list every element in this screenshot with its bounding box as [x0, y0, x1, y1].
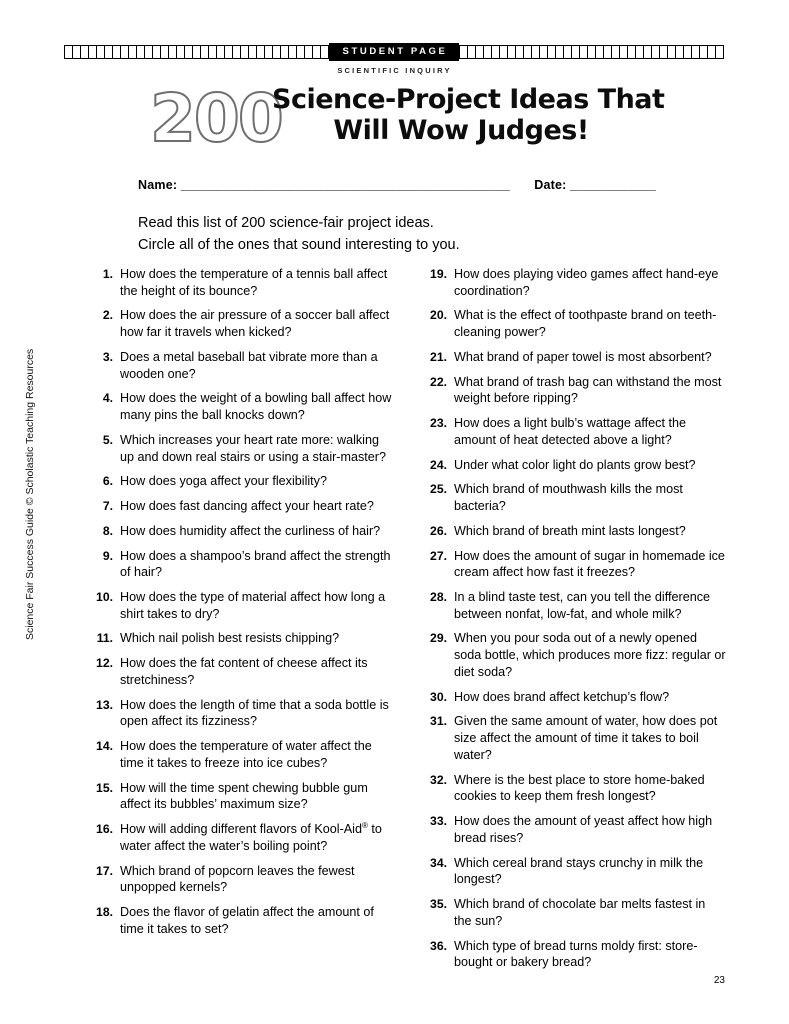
question-number: 23.	[430, 416, 447, 431]
question-text: Which increases your heart rate more: walking up and down real stairs or using a stair-master?	[120, 432, 386, 464]
question-item[interactable]	[426, 855, 726, 888]
masthead	[150, 80, 670, 158]
question-number: 10.	[96, 590, 113, 605]
sidebar-credit: Science Fair Success Guide © Scholastic Teaching Resources	[24, 348, 36, 640]
tick-rule-right	[459, 45, 724, 59]
question-number: 26.	[430, 523, 447, 538]
question-text: How does the temperature of water affect the time it takes to freeze into ice cubes?	[120, 739, 372, 770]
question-item[interactable]	[92, 738, 392, 771]
question-columns	[92, 266, 732, 979]
question-item[interactable]	[426, 374, 726, 407]
question-item[interactable]	[426, 523, 726, 540]
question-item[interactable]	[426, 307, 726, 340]
student-page-tag: STUDENT PAGE	[329, 43, 460, 61]
question-text: How does humidity affect the curliness of hair?	[120, 523, 381, 538]
question-item[interactable]	[92, 630, 392, 647]
headline-line-1: Science-Project Ideas That	[272, 84, 665, 115]
name-date-row	[138, 178, 668, 192]
question-text: How does the air pressure of a soccer ball affect how far it travels when kicked?	[120, 308, 390, 340]
question-number: 4.	[102, 391, 113, 406]
question-item[interactable]	[426, 772, 726, 805]
question-item[interactable]	[426, 896, 726, 929]
question-number: 14.	[96, 739, 113, 754]
question-text: What brand of trash bag can withstand the most weight before ripping?	[454, 374, 722, 406]
question-item[interactable]	[426, 548, 726, 581]
question-text: How will the time spent chewing bubble gum affect its bubbles’ maximum size?	[120, 780, 368, 812]
question-number: 7.	[102, 499, 113, 514]
question-number: 30.	[430, 689, 447, 704]
question-text: Which brand of breath mint lasts longest?	[454, 523, 686, 538]
question-item[interactable]	[92, 655, 392, 688]
question-item[interactable]	[92, 780, 392, 813]
question-number: 34.	[430, 855, 447, 870]
question-item[interactable]	[92, 307, 392, 340]
instructions-line-2: Circle all of the ones that sound interesting to you.	[138, 237, 460, 254]
question-text: Where is the best place to store home-baked cookies to keep them fresh longest?	[454, 772, 705, 804]
scientific-inquiry-subtag: SCIENTIFIC INQUIRY	[337, 66, 452, 75]
question-number: 22.	[430, 374, 447, 389]
question-column-right	[426, 266, 726, 979]
question-item[interactable]	[92, 390, 392, 423]
question-number: 15.	[96, 780, 113, 795]
registered-mark: ®	[361, 821, 368, 831]
question-item[interactable]	[92, 589, 392, 622]
question-text: How does the temperature of a tennis ball affect the height of its bounce?	[120, 267, 388, 298]
question-item[interactable]	[92, 904, 392, 937]
question-text: What brand of paper towel is most absorbent?	[454, 349, 712, 364]
question-item[interactable]	[92, 473, 392, 490]
question-item[interactable]	[92, 432, 392, 465]
question-number: 6.	[102, 474, 113, 489]
question-text: What is the effect of toothpaste brand on teeth-cleaning power?	[454, 308, 717, 340]
question-item[interactable]	[426, 713, 726, 763]
name-field-label[interactable]: Name: ______________________________________________	[138, 178, 510, 192]
question-text: Which cereal brand stays crunchy in milk the longest?	[454, 855, 704, 887]
question-number: 19.	[430, 267, 447, 281]
tick-rule-left	[64, 45, 329, 59]
question-number: 32.	[430, 772, 447, 787]
big-number-200: 200	[150, 80, 282, 157]
question-text: How will adding different flavors of Kool-Aid® to water affect the water’s boiling point?	[120, 821, 382, 854]
question-item[interactable]	[426, 938, 726, 971]
question-number: 21.	[430, 349, 447, 364]
question-number: 5.	[102, 432, 113, 447]
question-item[interactable]	[426, 349, 726, 366]
question-text: Which nail polish best resists chipping?	[120, 631, 340, 646]
question-number: 28.	[430, 590, 447, 605]
question-item[interactable]	[92, 349, 392, 382]
question-item[interactable]	[426, 589, 726, 622]
question-number: 27.	[430, 548, 447, 563]
question-item[interactable]	[92, 548, 392, 581]
date-field-label[interactable]: Date: ____________	[534, 178, 656, 192]
question-item[interactable]	[92, 498, 392, 515]
question-text: Does the flavor of gelatin affect the amount of time it takes to set?	[120, 905, 374, 936]
question-list-left	[92, 266, 392, 938]
instructions-line-1: Read this list of 200 science-fair project ideas.	[138, 215, 434, 231]
question-column-left	[92, 266, 392, 979]
question-text: How does brand affect ketchup’s flow?	[454, 689, 670, 704]
question-text: Which type of bread turns moldy first: store-bought or bakery bread?	[454, 938, 698, 970]
question-item[interactable]	[92, 697, 392, 730]
question-item[interactable]	[92, 523, 392, 540]
question-number: 1.	[102, 267, 113, 281]
question-text: Which brand of popcorn leaves the fewest unpopped kernels?	[120, 863, 355, 895]
headline	[272, 84, 672, 146]
question-number: 29.	[430, 631, 447, 646]
question-text: How does playing video games affect hand-eye coordination?	[454, 267, 719, 298]
question-item[interactable]	[92, 266, 392, 299]
question-item[interactable]	[92, 863, 392, 896]
question-text: How does the amount of sugar in homemade ice cream affect how fast it freezes?	[454, 548, 725, 580]
headline-line-2: Will Wow Judges!	[333, 115, 589, 147]
question-number: 12.	[96, 656, 113, 671]
question-text: How does the amount of yeast affect how high bread rises?	[454, 814, 713, 845]
question-list-right	[426, 266, 726, 971]
question-text: Given the same amount of water, how does pot size affect the amount of time it takes to boil water?	[454, 714, 718, 762]
question-number: 20.	[430, 308, 447, 323]
question-number: 16.	[96, 822, 113, 837]
question-item[interactable]	[426, 415, 726, 448]
question-item[interactable]	[426, 266, 726, 299]
question-text: When you pour soda out of a newly opened soda bottle, which produces more fizz: regular or diet soda?	[454, 631, 726, 679]
question-item[interactable]	[426, 630, 726, 680]
question-item[interactable]	[426, 481, 726, 514]
question-text: How does a light bulb’s wattage affect the amount of heat detected above a light?	[454, 416, 686, 447]
question-number: 9.	[102, 548, 113, 563]
question-number: 36.	[430, 938, 447, 953]
student-page-band	[64, 44, 724, 60]
question-item[interactable]	[426, 813, 726, 846]
question-text: In a blind taste test, can you tell the difference between nonfat, low-fat, and whole milk?	[454, 590, 711, 621]
question-number: 25.	[430, 482, 447, 497]
question-text: Under what color light do plants grow best?	[454, 457, 696, 472]
question-text: How does yoga affect your flexibility?	[120, 474, 327, 489]
question-number: 17.	[96, 863, 113, 878]
question-number: 24.	[430, 457, 447, 472]
question-number: 18.	[96, 905, 113, 920]
question-text: How does fast dancing affect your heart rate?	[120, 499, 374, 514]
question-number: 3.	[102, 349, 113, 364]
question-text: How does the weight of a bowling ball affect how many pins the ball knocks down?	[120, 391, 392, 423]
question-number: 35.	[430, 897, 447, 912]
question-number: 11.	[96, 631, 113, 646]
question-number: 8.	[102, 523, 113, 538]
question-text: Which brand of mouthwash kills the most bacteria?	[454, 482, 683, 514]
page-number: 23	[713, 975, 725, 986]
question-number: 2.	[102, 308, 113, 323]
question-item[interactable]	[92, 821, 392, 855]
question-item[interactable]	[426, 689, 726, 706]
instructions	[138, 212, 678, 257]
question-text: How does the type of material affect how long a shirt takes to dry?	[120, 590, 386, 621]
question-item[interactable]	[426, 457, 726, 474]
question-text: Does a metal baseball bat vibrate more than a wooden one?	[120, 349, 378, 381]
question-text: How does a shampoo’s brand affect the strength of hair?	[120, 548, 391, 580]
question-text: How does the fat content of cheese affect its stretchiness?	[120, 656, 368, 687]
question-text: Which brand of chocolate bar melts fastest in the sun?	[454, 897, 706, 928]
question-number: 33.	[430, 814, 447, 829]
question-number: 13.	[96, 697, 113, 712]
question-text: How does the length of time that a soda bottle is open affect its fizziness?	[120, 697, 389, 729]
question-number: 31.	[430, 714, 447, 729]
